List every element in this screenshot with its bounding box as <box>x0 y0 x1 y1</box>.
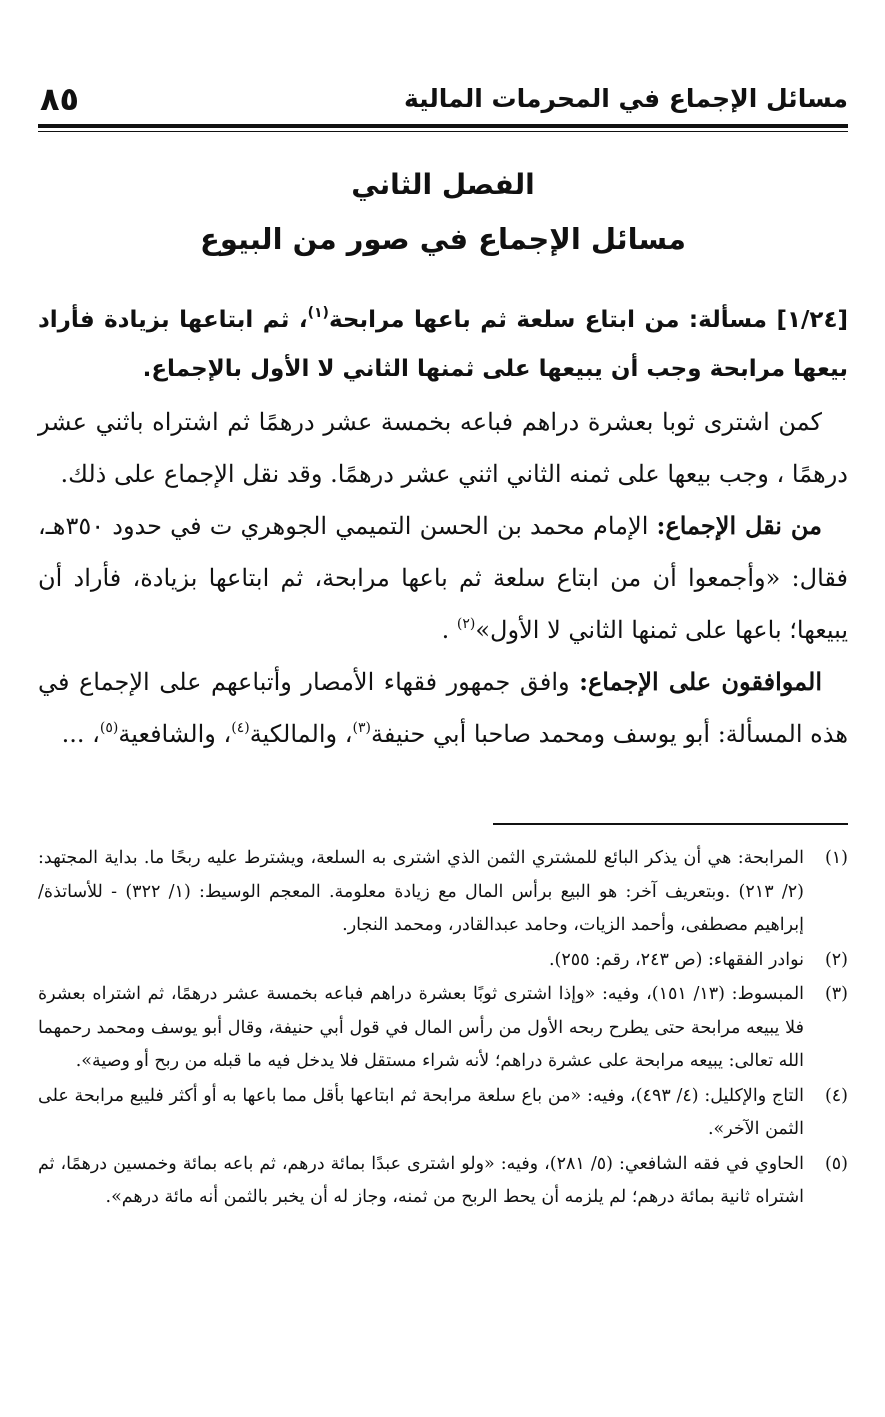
footnote-text: المبسوط: (١٣/ ١٥١)، وفيه: «وإذا اشترى ثوبًا بعشرة دراهم فباعه بخمسة عشر درهمًا، ثم اشتراه بعشرة فلا يبيعه مرابحة حتى يطرح ربحه الأول من رأس المال في قول أبي حنيفة، وقال أبو يوسف ومحمد رحمهما الله تعالى: يبيعه مرابحة على عشرة دراهم؛ لأنه شراء مستقل فلا يدخل فيه ما قبله من ربح أو وصية». <box>38 984 805 1071</box>
consensus-source-text: الإمام محمد بن الحسن التميمي الجوهري ت في حدود ٣٥٠هـ، فقال: «وأجمعوا أن من ابتاع سلعة ثم باعها مرابحة، ثم ابتاعها بزيادة، فأراد أن يبيعها؛ باعها على ثمنها الثاني لا الأول» <box>38 512 848 644</box>
footnote-number: (٥) <box>824 1153 848 1174</box>
agreeing-text: وافق جمهور فقهاء الأمصار وأتباعهم على الإجماع في هذه المسألة: أبو يوسف ومحمد صاحبا أبي حنيفة <box>38 668 848 748</box>
footnote-ref-2[interactable]: (٢) <box>456 616 476 632</box>
running-title: مسائل الإجماع في المحرمات المالية <box>403 84 848 113</box>
page-number: ٨٥ <box>40 80 80 118</box>
footnote-number: (٤) <box>824 1085 848 1106</box>
footnote-4 <box>38 1080 848 1147</box>
chapter-title: الفصل الثاني <box>351 168 535 201</box>
header-rule-thick <box>38 124 848 128</box>
footnote-number: (٣) <box>824 984 848 1004</box>
issue-statement <box>38 296 848 394</box>
footnote-text: التاج والإكليل: (٤/ ٤٩٣)، وفيه: «من باع سلعة مرابحة ثم ابتاعها بأقل مما باعها به أو أكثر فليبع مرابحة على الثمن الآخر». <box>38 1085 805 1139</box>
footnote-separator <box>493 823 848 825</box>
agreeing-end: ، ... <box>61 720 100 748</box>
footnote-ref-3[interactable]: (٣) <box>352 720 371 736</box>
lead-consensus-source: من نقل الإجماع: <box>656 511 822 540</box>
footnote-text: المرابحة: هي أن يذكر البائع للمشتري الثمن الذي اشترى به السلعة، ويشترط عليه ربحًا ما. بداية المجتهد: (٢/ ٢١٣) .وبتعريف آخر: هو البيع برأس المال مع زيادة معلومة. المعجم الوسيط: (١/ ٣٢٢) - للأساتذة/ إبراهيم مصطفى، وأحمد الزيات، وحامد عبدالقادر، ومحمد النجار. <box>38 848 804 935</box>
footnote-text: نوادر الفقهاء: (ص ٢٤٣، رقم: ٢٥٥). <box>548 949 804 970</box>
book-page <box>38 0 848 1417</box>
footnote-ref-5[interactable]: (٥) <box>99 720 119 736</box>
paragraph-example: كمن اشترى ثوبا بعشرة دراهم فباعه بخمسة عشر درهمًا ثم اشتراه باثني عشر درهمًا ، وجب بيعها على ثمنه الثاني اثني عشر درهمًا. وقد نقل الإجماع على ذلك. <box>38 408 848 488</box>
lead-agreeing: الموافقون على الإجماع: <box>579 667 822 696</box>
issue-suffix: ، ثم ابتاعها بزيادة فأراد بيعها مرابحة وجب أن يبيعها على ثمنها الثاني لا الأول بالإجماع. <box>38 307 848 382</box>
footnote-text: الحاوي في فقه الشافعي: (٥/ ٢٨١)، وفيه: «ولو اشترى عبدًا بمائة درهم، ثم باعه بمائة وخمسين درهمًا، ثم اشتراه ثانية بمائة درهم؛ لم يلزمه أن يحط الربح من ثمنه، وجاز له أن يخبر بالثمن أنه مائة درهم». <box>38 1153 804 1207</box>
footnote-1 <box>38 842 848 943</box>
main-text <box>38 296 848 760</box>
agreeing-shafii: ، والشافعية <box>118 720 232 748</box>
paragraph-agreeing <box>38 656 848 760</box>
header-rule-thin <box>38 131 848 132</box>
issue-prefix: [١/٢٤] مسألة: من ابتاع سلعة ثم باعها مرابحة <box>328 307 848 333</box>
agreeing-maliki: ، والمالكية <box>249 720 353 748</box>
footnote-ref-1[interactable]: (١) <box>307 305 329 321</box>
footnote-number: (١) <box>824 848 848 868</box>
consensus-source-end: . <box>441 616 457 644</box>
chapter-subtitle: مسائل الإجماع في صور من البيوع <box>200 222 686 256</box>
footnote-number: (٢) <box>824 949 848 970</box>
paragraph-consensus-source <box>38 500 848 656</box>
footnotes-list <box>38 842 848 1216</box>
footnote-2 <box>38 944 848 978</box>
footnote-3 <box>38 978 848 1079</box>
running-header <box>38 82 848 122</box>
footnote-5 <box>38 1148 848 1215</box>
footnote-ref-4[interactable]: (٤) <box>231 720 250 736</box>
